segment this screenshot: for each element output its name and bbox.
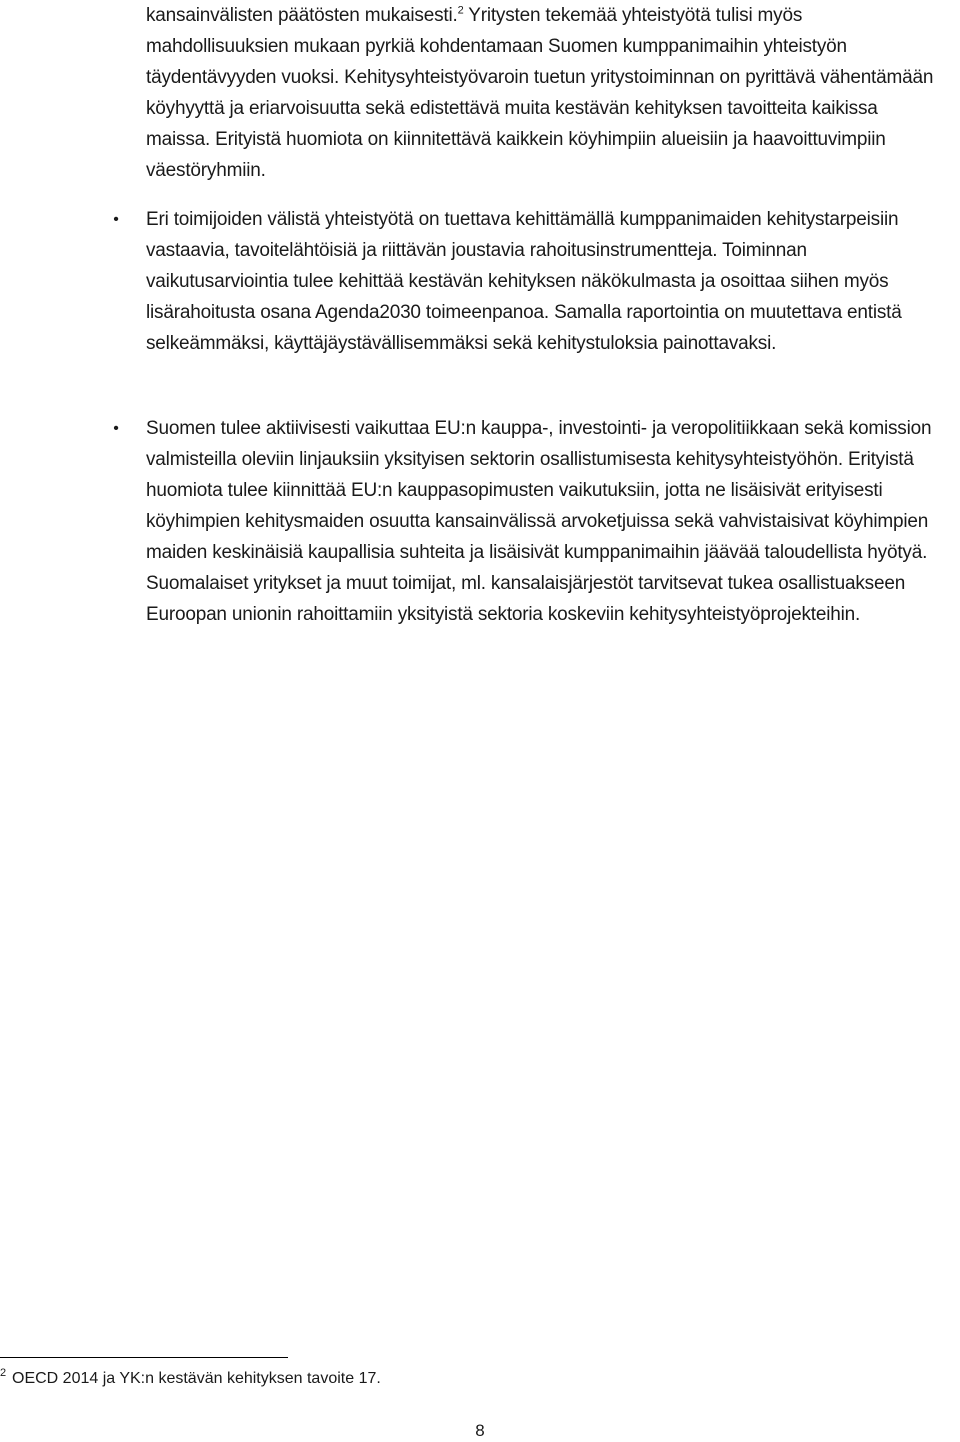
footnote-number: 2 (0, 1367, 7, 1379)
footnote-reference[interactable]: 2 (457, 4, 464, 17)
bullet-marker: • (113, 211, 119, 228)
footnote (0, 1367, 900, 1392)
continued-paragraph (146, 0, 946, 186)
footnote-separator (0, 1357, 288, 1358)
footnote-text: OECD 2014 ja YK:n kestävän kehityksen tavoite 17. (12, 1370, 381, 1387)
page-number: 8 (475, 1421, 485, 1440)
bullet-marker: • (113, 420, 119, 437)
paragraph-text-after-ref: Yritysten tekemää yhteistyötä tulisi myös mahdollisuuksien mukaan pyrkiä kohdentamaan Suomen kumppanimaihin yhteistyön täydentävyyden vuoksi. Kehitysyhteistyövaroin tuetun yritystoiminnan on pyrittävä vähentämään köyhyyttä ja eriarvoisuutta sekä edistettävä muita kestävän kehityksen tavoitteita kaikissa maissa. Erityistä huomiota on kiinnitettävä kaikkein köyhimpiin alueisiin ja haavoittuvimpiin väestöryhmiin. (146, 5, 934, 181)
bullet-item (113, 204, 946, 359)
bullet-text: Eri toimijoiden välistä yhteistyötä on tuettava kehittämällä kumppanimaiden kehitystarpeisiin vastaavia, tavoitelähtöisiä ja riittävän joustavia rahoitusinstrumentteja. Toiminnan vaikutusarviointia tulee kehittää kestävän kehityksen näkökulmasta ja osoittaa siihen myös lisärahoitusta osana Agenda2030 toimeenpanoa. Samalla raportointia on muutettava entistä selkeämmäksi, käyttäjäystävällisemmäksi sekä kehitystuloksia painottavaksi. (146, 209, 902, 354)
paragraph-text-before-ref: kansainvälisten päätösten mukaisesti. (146, 5, 458, 26)
bullet-text: Suomen tulee aktiivisesti vaikuttaa EU:n kauppa-, investointi- ja veropolitiikkaan sekä komission valmisteilla oleviin linjauksiin yksityisen sektorin osallistumisesta kehitysyhteistyöhön. Erityistä huomiota tulee kiinnittää EU:n kauppasopimusten vaikutuksiin, jotta ne lisäisivät erityisesti köyhimpien kehitysmaiden osuutta kansainvälissä arvoketjuissa sekä vahvistaisivat köyhimpien maiden keskinäisiä kaupallisia suhteita ja lisäisivät kumppanimaihin jäävää taloudellista hyötyä. Suomalaiset yritykset ja muut toimijat, ml. kansalaisjärjestöt tarvitsevat tukea osallistuakseen Euroopan unionin rahoittamiin yksityistä sektoria koskeviin kehitysyhteistyöprojekteihin. (146, 418, 932, 625)
bullet-item (113, 413, 946, 630)
